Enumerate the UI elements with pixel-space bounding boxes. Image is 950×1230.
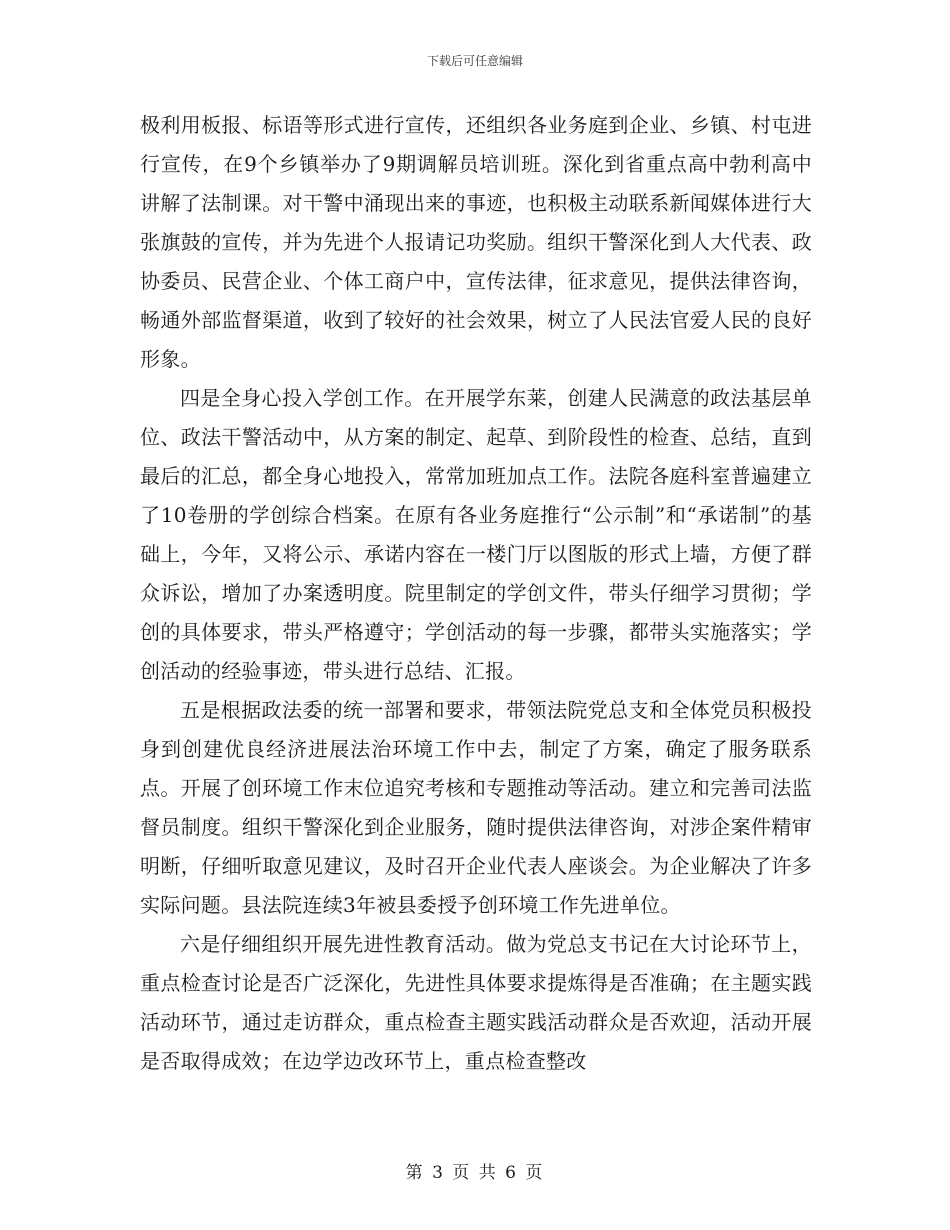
paragraph-item-four: 四是全身心投入学创工作。在开展学东莱，创建人民满意的政法基层单位、政法干警活动中，从方案的制定、起草、到阶段性的检查、总结，直到最后的汇总，都全身心地投入，常常加班加点工作。法院各庭科室普遍建立了10卷册的学创综合档案。在原有各业务庭推行“公示制”和“承诺制”的基础上，今年，又将公示、承诺内容在一楼门厅以图版的形式上墙，方便了群众诉讼，增加了办案透明度。院里制定的学创文件，带头仔细学习贯彻；学创的具体要求，带头严格遵守；学创活动的每一步骤，都带头实施落实；学创活动的经验事迹，带头进行总结、汇报。 bbox=[140, 386, 812, 683]
page-header: 下载后可任意编辑 bbox=[426, 54, 523, 68]
document-body bbox=[140, 106, 812, 1081]
paragraph-item-five: 五是根据政法委的统一部署和要求，带领法院党总支和全体党员积极投身到创建优良经济进展法治环境工作中去，制定了方案，确定了服务联系点。开展了创环境工作末位追究考核和专题推动等活动。建立和完善司法监督员制度。组织干警深化到企业服务，随时提供法律咨询，对涉企案件精审明断，仔细听取意见建议，及时召开企业代表人座谈会。为企业解决了许多实际问题。县法院连续3年被县委授予创环境工作先进单位。 bbox=[140, 698, 812, 917]
paragraph-continued: 极利用板报、标语等形式进行宣传，还组织各业务庭到企业、乡镇、村屯进行宣传，在9个乡镇举办了9期调解员培训班。深化到省重点高中勃利高中讲解了法制课。对干警中涌现出来的事迹，也积极主动联系新闻媒体进行大张旗鼓的宣传，并为先进个人报请记功奖励。组织干警深化到人大代表、政协委员、民营企业、个体工商户中，宣传法律，征求意见，提供法律咨询，畅通外部监督渠道，收到了较好的社会效果，树立了人民法官爱人民的良好形象。 bbox=[140, 113, 812, 371]
paragraph-item-six: 六是仔细组织开展先进性教育活动。做为党总支书记在大讨论环节上，重点检查讨论是否广泛深化，先进性具体要求提炼得是否准确；在主题实践活动环节，通过走访群众，重点检查主题实践活动群众是否欢迎，活动开展是否取得成效；在边学边改环节上，重点检查整改 bbox=[140, 932, 812, 1073]
page-number-footer: 第 3 页 共 6 页 bbox=[405, 1163, 545, 1183]
